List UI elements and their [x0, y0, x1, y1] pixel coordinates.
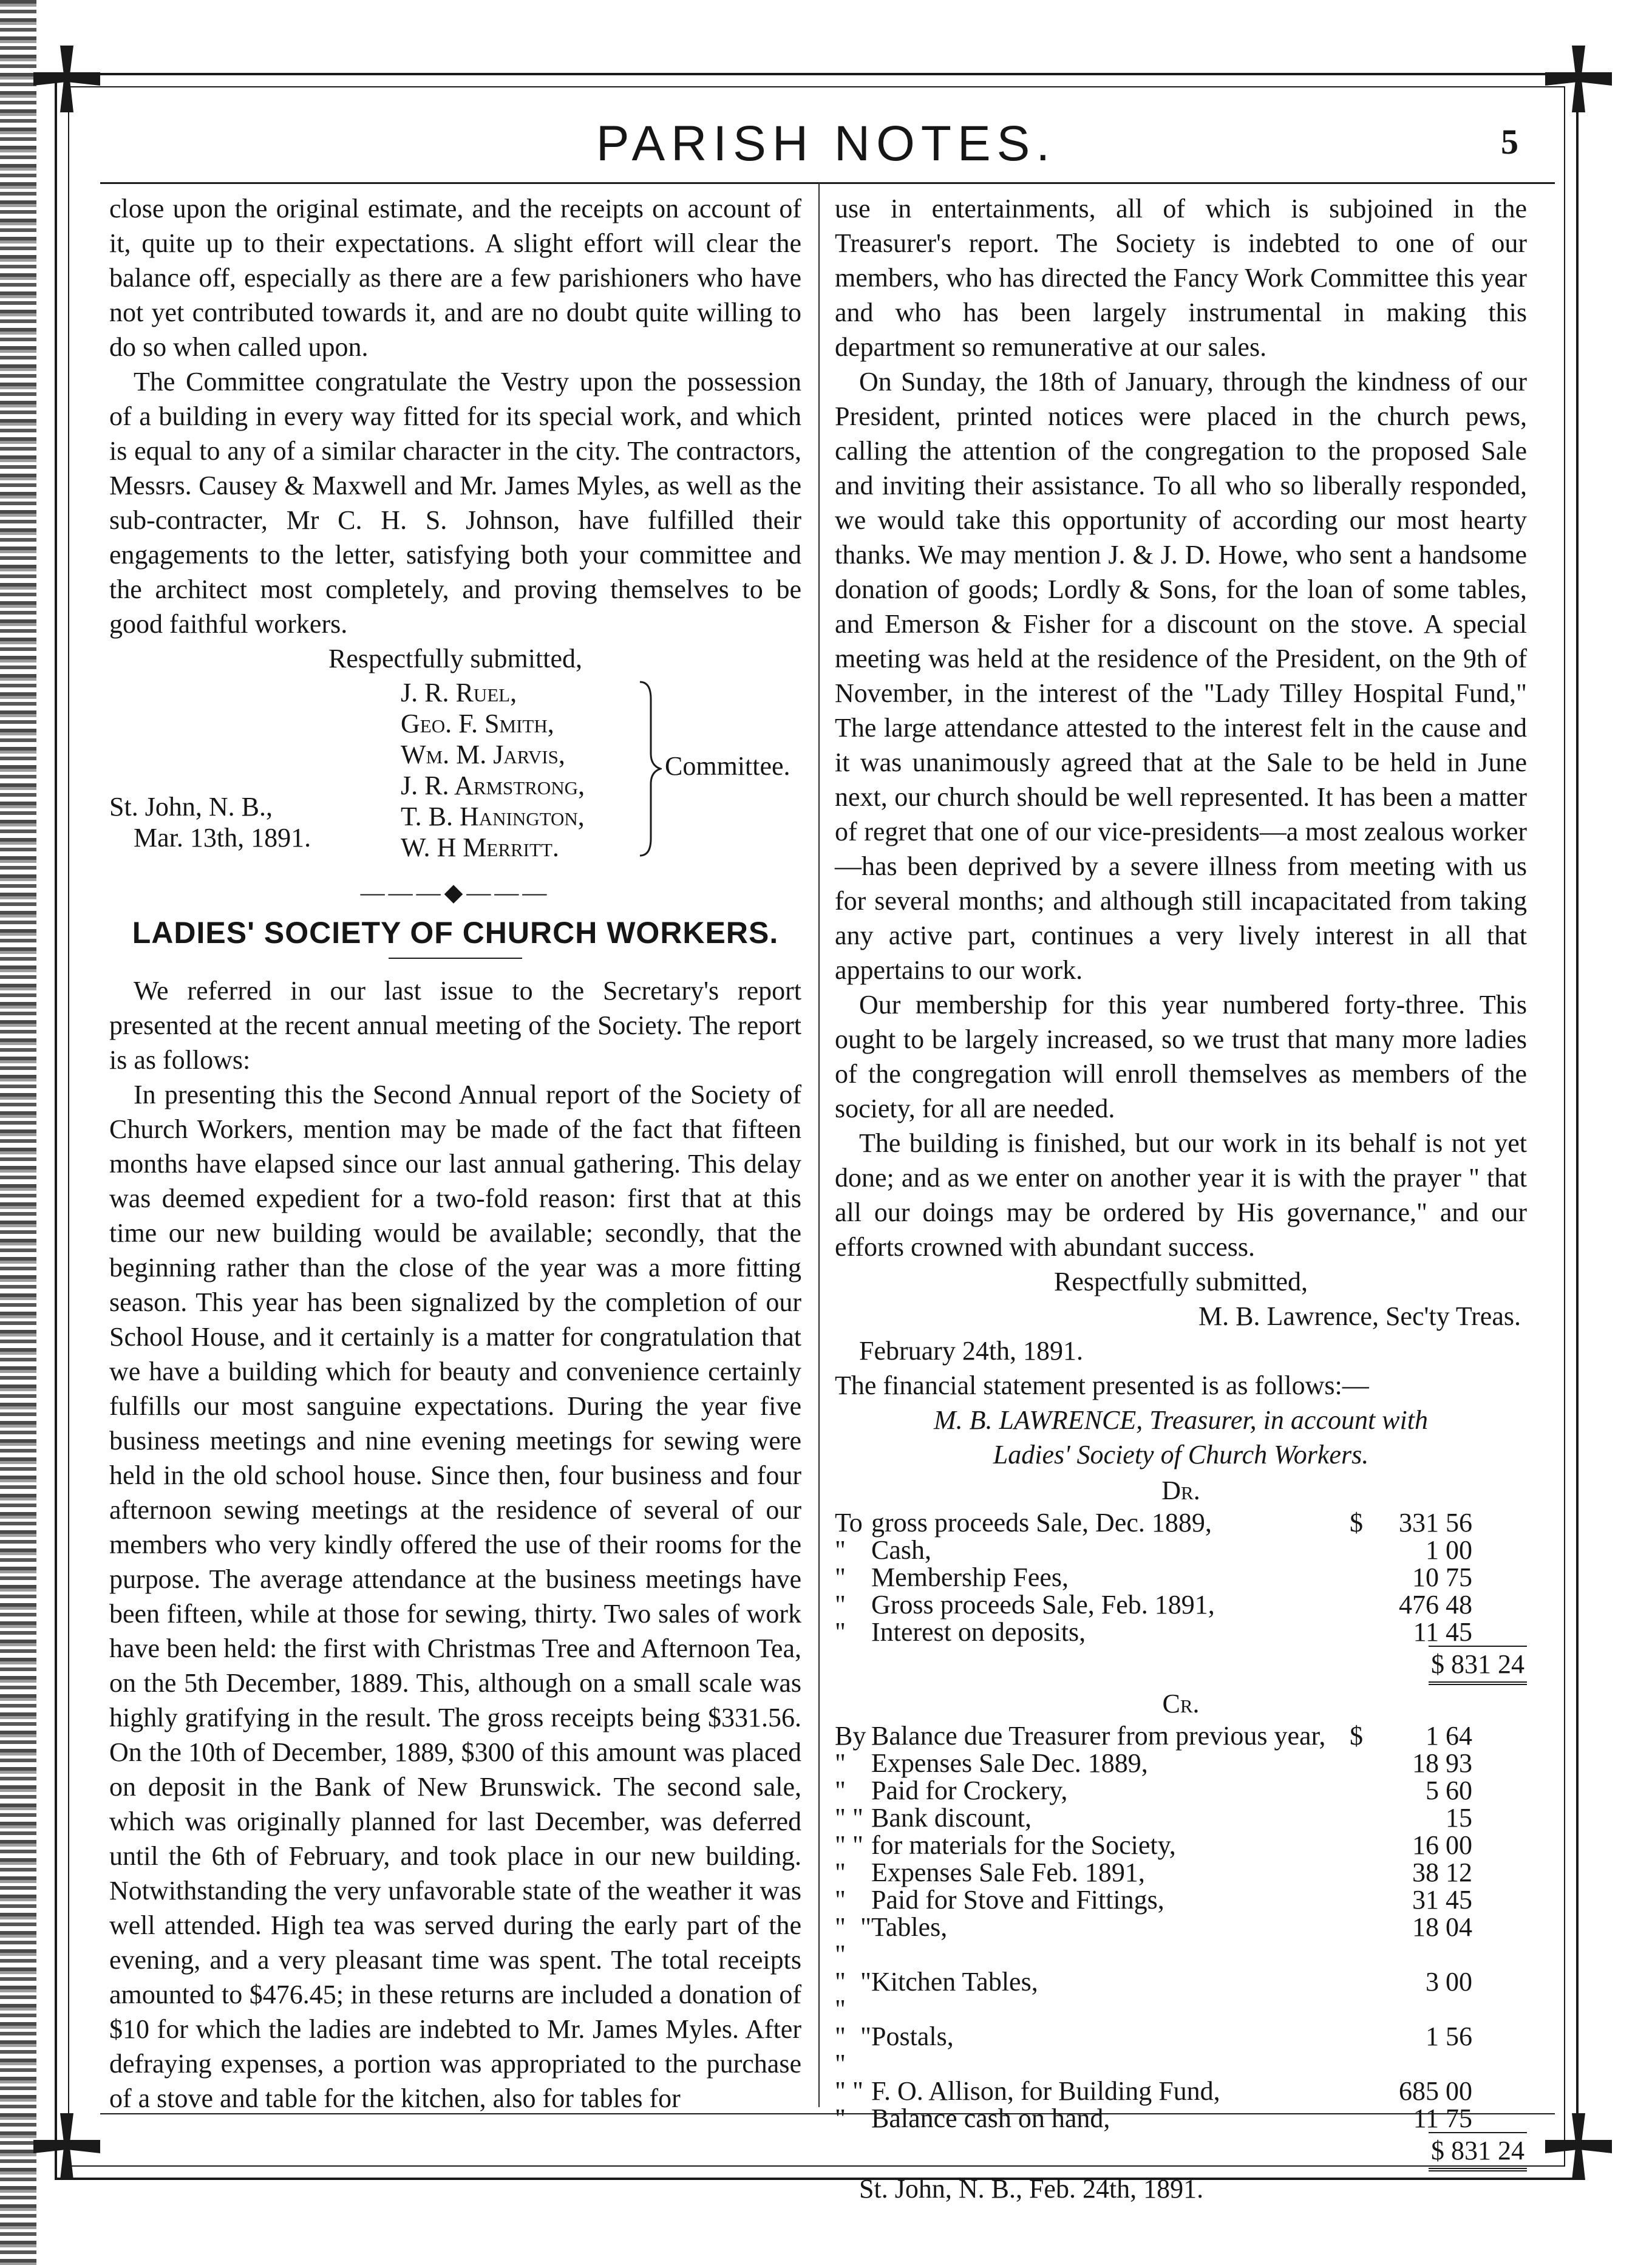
- ledger-dollar-sign: [1339, 1968, 1363, 2023]
- report-paragraph: The Committee congratulate the Vestry upon the possession of a building in every way fitted for its special work, and which is equal to any of a similar character in the city. The contractors, Messrs. Causey & Maxwell and Mr. James Myles, as well as the sub-contracter, Mr C. H. S. Johnson, have fulfilled their engagements to the letter, satisfying both your committee and the architect most completely, and proving themselves to be good faithful workers.: [109, 367, 801, 639]
- ledger-prefix: ": [835, 1748, 846, 1778]
- ledger-dollar-sign: [1339, 1831, 1363, 1859]
- ledger-prefix: " ": [835, 1803, 863, 1833]
- ledger-item: Tables,: [871, 1912, 948, 1942]
- cross-ornament-icon: [1545, 46, 1612, 112]
- ledger-amount: 11 45: [1413, 1617, 1472, 1647]
- ledger-amount: 1 64: [1426, 1721, 1472, 1751]
- ledger-amount: 18 93: [1412, 1748, 1472, 1778]
- credit-heading: Cr.: [1162, 1689, 1200, 1718]
- ledger-prefix: " " ": [835, 2021, 871, 2079]
- ledger-dollar-sign: [1339, 1591, 1363, 1618]
- ledger-dollar-sign: [1339, 2077, 1363, 2105]
- ledger-prefix: " " ": [835, 1967, 871, 2024]
- account-heading: M. B. LAWRENCE, Treasurer, in account with: [934, 1405, 1428, 1435]
- society-paragraph: use in entertainments, all of which is subjoined in the Treasurer's report. The Society is indebted to one of our members, who has directed the Fancy Work Committee this year and who has been largely instrumental in making this department so remunerative at our sales.: [835, 194, 1527, 362]
- ledger-prefix: ": [835, 1590, 846, 1620]
- ledger-row: [835, 1618, 1527, 1646]
- report-paragraph: close upon the original estimate, and the receipts on account of it, quite up to their expectations. A slight effort will clear the balance off, especially as there are a few parishioners who have not yet contributed towards it, and are no doubt quite willing to do so when called upon.: [109, 194, 801, 362]
- ledger-dollar-sign: $: [1350, 1721, 1363, 1751]
- submitted-line: Respectfully submitted,: [1054, 1267, 1308, 1296]
- debit-table: [835, 1509, 1527, 1646]
- ledger-item: Paid for Stove and Fittings,: [871, 1885, 1164, 1915]
- statement-intro: The financial statement presented is as follows:—: [835, 1371, 1369, 1400]
- secretary-signature: M. B. Lawrence, Sec'ty Treas.: [1198, 1301, 1521, 1331]
- society-paragraph: The building is finished, but our work in its behalf is not yet done; and as we enter on another year it is with the prayer " that all our doings may be ordered by His governance," and our efforts crowned with abundant success.: [835, 1128, 1527, 1262]
- ledger-prefix: ": [835, 1885, 846, 1915]
- cross-ornament-icon: [33, 2113, 100, 2180]
- account-heading: Ladies' Society of Church Workers.: [993, 1440, 1369, 1470]
- ledger-item: for materials for the Society,: [871, 1830, 1176, 1860]
- ledger-row: [835, 2077, 1527, 2105]
- ledger-amount: 1 00: [1426, 1535, 1472, 1565]
- ledger-amount: 476 48: [1399, 1590, 1472, 1620]
- credit-table: [835, 1722, 1527, 2132]
- page-number: 5: [1501, 122, 1518, 162]
- ledger-amount: 3 00: [1426, 1967, 1472, 1997]
- ledger-row: [835, 1859, 1527, 1886]
- ledger-dollar-sign: $: [1350, 1508, 1363, 1538]
- signer-name: J. R. Ruel,: [401, 678, 517, 707]
- ledger-row: [835, 1591, 1527, 1618]
- section-title: LADIES' SOCIETY OF CHURCH WORKERS.: [132, 916, 779, 950]
- ledger-amount: 15: [1446, 1803, 1472, 1833]
- ledger-dollar-sign: [1339, 1749, 1363, 1777]
- ledger-row: [835, 1564, 1527, 1591]
- ledger-dollar-sign: [1339, 1804, 1363, 1831]
- ledger-item: Kitchen Tables,: [871, 1967, 1038, 1997]
- ledger-item: gross proceeds Sale, Dec. 1889,: [871, 1508, 1212, 1538]
- ledger-dollar-sign: [1339, 1913, 1363, 1968]
- ledger-item: Membership Fees,: [871, 1562, 1069, 1592]
- ledger-item: Bank discount,: [871, 1803, 1032, 1833]
- ledger-row: [835, 1777, 1527, 1804]
- ledger-item: Postals,: [871, 2021, 954, 2051]
- cross-ornament-icon: [33, 46, 100, 112]
- ledger-amount: 16 00: [1412, 1830, 1472, 1860]
- ledger-amount: 11 75: [1413, 2103, 1472, 2133]
- society-paragraph: In presenting this the Second Annual report of the Society of Church Workers, mention may be made of the fact that fifteen months have elapsed since our last annual gathering. This delay was deemed expedient for a two-fold reason: first that at this time our new building would be available; secondly, that the beginning rather than the close of the year was a more fitting season. This year has been signalized by the completion of our School House, and it certainly is a matter for congratulation that we have a building which for beauty and convenience certainly fulfills our most sanguine expectations. During the year five business meetings and nine evening meetings for sewing were held in the old school house. Since then, four business and four afternoon sewing meetings at the residence of several of our members who very kindly offered the use of their rooms for the purpose. The average attendance at the business meetings have been fifteen, while at those for sewing, thirty. Two sales of work have been held: the first with Christmas Tree and Afternoon Tea, on the 5th December, 1889. This, although on a small scale was highly gratifying in the result. The gross receipts being $331.56. On the 10th of December, 1889, $300 of this amount was placed on deposit in the Bank of New Brunswick. The second sale, which was originally planned for last December, was deferred until the 6th of February, and took place in our new building. Notwithstanding the very unfavorable state of the weather it was well attended. High tea was served during the early part of the evening, and a very pleasant time was spent. The total receipts amounted to $476.45; in these returns are included a donation of $10 for which the ladies are indebted to Mr. James Myles. After defraying expenses, a portion was appropriated to the purchase of a stove and table for the kitchen, also for tables for: [109, 1080, 801, 2113]
- ledger-prefix: " ": [835, 2076, 863, 2106]
- committee-signatures: [109, 677, 801, 862]
- ledger-amount: 331 56: [1399, 1508, 1472, 1538]
- cross-ornament-icon: [1545, 2113, 1612, 2180]
- ledger-amount: 5 60: [1426, 1776, 1472, 1805]
- ledger-prefix: ": [835, 1858, 846, 1887]
- society-paragraph: On Sunday, the 18th of January, through the kindness of our President, printed notices were placed in the church pews, calling the attention of the congregation to the proposed Sale and inviting their assistance. To all who so liberally responded, we would take this opportunity of according our most hearty thanks. We may mention J. & J. D. Howe, who sent a handsome donation of goods; Lordly & Sons, for the loan of some tables, and Emerson & Fisher for a discount on the stove. A special meeting was held at the residence of the President, on the 9th of November, in the interest of the "Lady Tilley Hospital Fund," The large attendance attested to the interest felt in the cause and it was unanimously agreed that at the Sale to be held in June next, our church should be well represented. It has been a matter of regret that one of our vice-presidents—a most zealous worker—has been deprived by a severe illness from meeting with us for several months; and although still incapacitated from taking any active part, continues a very lively interest in all that appertains to our work.: [835, 367, 1527, 985]
- signer-list: [401, 677, 585, 863]
- ledger-item: Gross proceeds Sale, Feb. 1891,: [871, 1590, 1215, 1620]
- society-paragraph: We referred in our last issue to the Secretary's report presented at the recent annual meeting of the Society. The report is as follows:: [109, 976, 801, 1075]
- ledger-dollar-sign: [1339, 1536, 1363, 1564]
- signature-place: St. John, N. B.,: [109, 792, 273, 822]
- signer-name: T. B. Hanington,: [401, 802, 585, 831]
- ledger-prefix: " " ": [835, 1912, 871, 1969]
- society-paragraph: Our membership for this year numbered forty-three. This ought to be largely increased, so we trust that many more ladies of the congregation will enroll themselves as members of the society, for all are needed.: [835, 990, 1527, 1123]
- ledger-row: [835, 1536, 1527, 1564]
- ledger-row: [835, 1886, 1527, 1913]
- ledger-prefix: ": [835, 2103, 846, 2133]
- ledger-row: [835, 1968, 1527, 2023]
- ledger-dollar-sign: [1339, 1886, 1363, 1913]
- ledger-item: F. O. Allison, for Building Fund,: [871, 2076, 1220, 2106]
- header-rule: [100, 182, 1555, 184]
- ledger-prefix: ": [835, 1617, 846, 1647]
- ledger-row: [835, 1749, 1527, 1777]
- ledger-dollar-sign: [1339, 1564, 1363, 1591]
- signer-name: Wm. M. Jarvis,: [401, 740, 565, 769]
- page-title: PARISH NOTES.: [596, 116, 1056, 171]
- ledger-item: Interest on deposits,: [871, 1617, 1086, 1647]
- debit-total: $ 831 24: [835, 1646, 1527, 1685]
- ledger-row: [835, 1913, 1527, 1968]
- ledger-prefix: " ": [835, 1830, 863, 1860]
- signature-date: Mar. 13th, 1891.: [134, 823, 311, 853]
- ledger-dollar-sign: [1339, 2023, 1363, 2077]
- scanned-binding-edge: [0, 0, 36, 2265]
- ledger-prefix: ": [835, 1535, 846, 1565]
- ledger-amount: 685 00: [1399, 2076, 1472, 2106]
- ledger-item: Expenses Sale Dec. 1889,: [871, 1748, 1148, 1778]
- ledger-row: [835, 2023, 1527, 2077]
- ledger-dollar-sign: [1339, 2105, 1363, 2132]
- ledger-row: [835, 1509, 1527, 1536]
- ledger-item: Paid for Crockery,: [871, 1776, 1068, 1805]
- ledger-amount: 31 45: [1412, 1885, 1472, 1915]
- section-separator-icon: ———◆———: [360, 879, 551, 906]
- signature-place-date: [109, 791, 311, 853]
- ledger-prefix: ": [835, 1562, 846, 1592]
- ledger-amount: 10 75: [1412, 1562, 1472, 1592]
- ledger-amount: 38 12: [1412, 1858, 1472, 1887]
- ledger-amount: 18 04: [1412, 1912, 1472, 1942]
- committee-label: Committee.: [665, 751, 790, 781]
- ledger-item: Cash,: [871, 1535, 931, 1565]
- ledger-row: [835, 1722, 1527, 1749]
- signer-name: Geo. F. Smith,: [401, 709, 554, 738]
- ledger-dollar-sign: [1339, 1777, 1363, 1804]
- credit-total: $ 831 24: [835, 2132, 1527, 2171]
- column-divider: [818, 182, 820, 2107]
- brace-icon: [637, 681, 662, 857]
- ledger-dollar-sign: [1339, 1859, 1363, 1886]
- ledger-row: [835, 1831, 1527, 1859]
- ledger-dollar-sign: [1339, 1618, 1363, 1646]
- debit-heading: Dr.: [1161, 1476, 1200, 1505]
- section-title-rule: [389, 958, 522, 959]
- ledger-prefix: ": [835, 1776, 846, 1805]
- ledger-prefix: By: [835, 1721, 866, 1751]
- ledger-prefix: To: [835, 1508, 863, 1538]
- signer-name: J. R. Armstrong,: [401, 771, 585, 800]
- ledger-item: Balance cash on hand,: [871, 2103, 1110, 2133]
- signer-name: W. H Merritt.: [401, 833, 559, 862]
- ledger-row: [835, 2105, 1527, 2132]
- right-column: [835, 191, 1527, 2206]
- ledger-amount: 1 56: [1426, 2021, 1472, 2051]
- ledger-row: [835, 1804, 1527, 1831]
- left-column: [109, 191, 801, 2116]
- ledger-item: Balance due Treasurer from previous year,: [871, 1721, 1326, 1751]
- ledger-footer: St. John, N. B., Feb. 24th, 1891.: [859, 2174, 1204, 2204]
- report-date: February 24th, 1891.: [859, 1336, 1084, 1366]
- ledger-item: Expenses Sale Feb. 1891,: [871, 1858, 1145, 1887]
- submitted-line: Respectfully submitted,: [328, 644, 582, 673]
